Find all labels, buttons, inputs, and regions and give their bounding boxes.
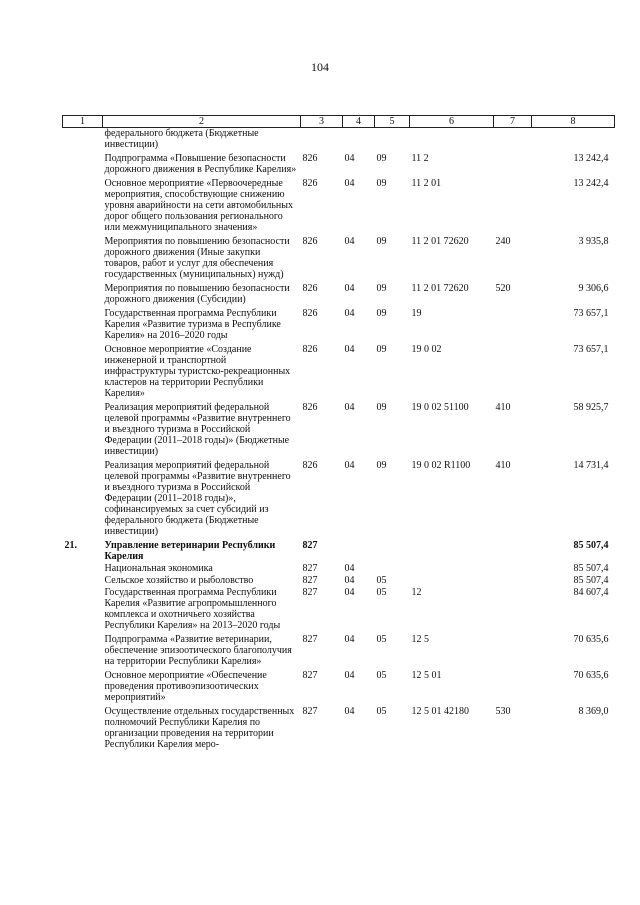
subsection-code: 09	[376, 402, 387, 413]
amount: 8 369,0	[578, 706, 609, 717]
ministry-code: 827	[302, 575, 318, 586]
table-row	[63, 703, 615, 750]
row-number	[63, 175, 103, 233]
target-article-code: 19 0 02 51100	[411, 402, 469, 413]
item-name: Государственная программа Республики Карелия «Развитие агропромышленного комплекса и охотничьего хозяйства Республики Карелия» на 2013–2020 годы	[104, 587, 281, 631]
ministry-code	[301, 128, 343, 151]
section-code: 04	[344, 178, 355, 189]
target-article-code: 12 5 01 42180	[411, 706, 469, 717]
ministry-code: 826	[302, 283, 318, 294]
amount: 85 507,4	[573, 540, 609, 551]
amount: 14 731,4	[573, 460, 609, 471]
expense-type-code	[494, 562, 532, 574]
expense-type-code: 410	[495, 460, 511, 471]
subsection-code: 09	[376, 153, 387, 164]
amount: 85 507,4	[573, 575, 609, 586]
item-name: Подпрограмма «Повышение безопасности дорожного движения в Республике Карелия»	[104, 153, 297, 175]
subsection-code: 09	[376, 178, 387, 189]
table-row	[63, 128, 615, 151]
section-code: 04	[344, 283, 355, 294]
row-number	[63, 128, 103, 151]
target-article-code: 12 5	[411, 634, 429, 645]
target-article-code: 11 2 01	[411, 178, 442, 189]
budget-table	[62, 115, 615, 750]
target-article-code: 19	[411, 308, 422, 319]
section-code: 04	[344, 402, 355, 413]
subsection-code: 05	[376, 587, 387, 598]
amount: 70 635,6	[573, 634, 609, 645]
item-name: Основное мероприятие «Создание инженерной и транспортной инфраструктуры туристско-рекреационных кластеров на территории Республики Карелия»	[104, 344, 291, 399]
subsection-code: 09	[376, 344, 387, 355]
row-number: 21.	[64, 540, 77, 551]
table-row	[63, 175, 615, 233]
subsection-code: 09	[376, 460, 387, 471]
subsection-code	[375, 537, 410, 562]
amount: 73 657,1	[573, 308, 609, 319]
target-article-code	[410, 128, 494, 151]
row-number	[63, 631, 103, 667]
subsection-code	[375, 562, 410, 574]
subsection-code: 09	[376, 236, 387, 247]
row-number	[63, 574, 103, 586]
target-article-code: 11 2	[411, 153, 429, 164]
section-code: 04	[344, 563, 355, 574]
amount: 70 635,6	[573, 670, 609, 681]
section-code: 04	[344, 236, 355, 247]
ministry-code: 827	[302, 706, 318, 717]
column-header: 8	[532, 116, 615, 128]
item-name: Сельское хозяйство и рыболовство	[104, 575, 254, 586]
target-article-code: 19 0 02 R1100	[411, 460, 471, 471]
ministry-code: 827	[302, 587, 318, 598]
table-row	[63, 574, 615, 586]
column-header: 2	[103, 116, 301, 128]
table-row	[63, 280, 615, 305]
ministry-code: 826	[302, 236, 318, 247]
subsection-code: 05	[376, 634, 387, 645]
amount: 9 306,6	[578, 283, 609, 294]
item-name: Основное мероприятие «Первоочередные мероприятия, способствующие снижению уровня аварийности на сети автомобильных дорог общего пользования регионального или межмуниципального значения»	[104, 178, 293, 233]
column-header: 5	[375, 116, 410, 128]
table-row	[63, 150, 615, 175]
section-code: 04	[344, 344, 355, 355]
ministry-code: 826	[302, 308, 318, 319]
ministry-code: 827	[302, 670, 318, 681]
section-code: 04	[344, 706, 355, 717]
table-row	[63, 537, 615, 562]
expense-type-code	[494, 341, 532, 399]
expense-type-code	[494, 667, 532, 703]
table-row	[63, 667, 615, 703]
section-code: 04	[344, 670, 355, 681]
row-number	[63, 703, 103, 750]
target-article-code: 12 5 01	[411, 670, 442, 681]
ministry-code: 827	[302, 540, 318, 551]
section-code: 04	[344, 587, 355, 598]
row-number	[63, 341, 103, 399]
target-article-code: 19 0 02	[411, 344, 442, 355]
table-row	[63, 631, 615, 667]
column-header: 3	[301, 116, 343, 128]
expense-type-code	[494, 586, 532, 631]
target-article-code: 12	[411, 587, 422, 598]
subsection-code: 05	[376, 670, 387, 681]
row-number	[63, 150, 103, 175]
row-number	[63, 586, 103, 631]
table-row	[63, 562, 615, 574]
ministry-code: 827	[302, 563, 318, 574]
amount: 73 657,1	[573, 344, 609, 355]
expense-type-code	[494, 150, 532, 175]
section-code: 04	[344, 153, 355, 164]
item-name: Реализация мероприятий федеральной целевой программы «Развитие внутреннего и въездного туризма в Российской Федерации (2011–2018 годы)», софинансируемых за счет субсидий из федерального бюджета (Бюджетные инвестиции)	[104, 460, 291, 537]
row-number	[63, 280, 103, 305]
amount: 84 607,4	[573, 587, 609, 598]
column-number-header-row	[63, 116, 615, 128]
table-row	[63, 457, 615, 537]
row-number	[63, 562, 103, 574]
section-code: 04	[344, 308, 355, 319]
item-name: Государственная программа Республики Карелия «Развитие туризма в Республике Карелия» на 2016–2020 годы	[104, 308, 281, 341]
ministry-code: 826	[302, 402, 318, 413]
ministry-code: 826	[302, 178, 318, 189]
expense-type-code: 240	[495, 236, 511, 247]
expense-type-code	[494, 128, 532, 151]
page-number: 104	[311, 60, 329, 74]
item-name: Реализация мероприятий федеральной целевой программы «Развитие внутреннего и въездного туризма в Российской Федерации (2011–2018 годы)» (Бюджетные инвестиции)	[104, 402, 291, 457]
section-code: 04	[344, 460, 355, 471]
subsection-code: 09	[376, 308, 387, 319]
table-row	[63, 233, 615, 280]
column-header: 6	[410, 116, 494, 128]
target-article-code	[410, 562, 494, 574]
ministry-code: 826	[302, 460, 318, 471]
expense-type-code: 410	[495, 402, 511, 413]
amount: 13 242,4	[573, 153, 609, 164]
column-header: 7	[494, 116, 532, 128]
table-row	[63, 399, 615, 457]
row-number	[63, 305, 103, 341]
item-name: Основное мероприятие «Обеспечение проведения противоэпизоотических мероприятий»	[104, 670, 267, 703]
amount: 3 935,8	[578, 236, 609, 247]
item-name: Управление ветеринарии Республики Карелия	[104, 540, 276, 562]
amount: 13 242,4	[573, 178, 609, 189]
expense-type-code	[494, 537, 532, 562]
column-header: 4	[343, 116, 375, 128]
expense-type-code: 520	[495, 283, 511, 294]
expense-type-code	[494, 305, 532, 341]
subsection-code: 09	[376, 283, 387, 294]
amount: 85 507,4	[573, 563, 609, 574]
section-code	[343, 128, 375, 151]
column-header: 1	[63, 116, 103, 128]
expense-type-code	[494, 175, 532, 233]
expense-type-code: 530	[495, 706, 511, 717]
subsection-code: 05	[376, 575, 387, 586]
subsection-code	[375, 128, 410, 151]
ministry-code: 826	[302, 153, 318, 164]
table-row	[63, 341, 615, 399]
row-number	[63, 399, 103, 457]
item-name: Подпрограмма «Развитие ветеринарии, обеспечение эпизоотического благополучия на территории Республики Карелия»	[104, 634, 292, 667]
amount	[532, 128, 615, 151]
item-name: федерального бюджета (Бюджетные инвестиции)	[104, 128, 259, 150]
ministry-code: 827	[302, 634, 318, 645]
item-name: Национальная экономика	[104, 563, 213, 574]
expense-type-code	[494, 631, 532, 667]
target-article-code	[410, 574, 494, 586]
item-name: Мероприятия по повышению безопасности дорожного движения (Иные закупки товаров, работ и услуг для обеспечения государственных (муниципальных) нужд)	[104, 236, 290, 280]
section-code: 04	[344, 634, 355, 645]
target-article-code: 11 2 01 72620	[411, 283, 469, 294]
row-number	[63, 667, 103, 703]
section-code: 04	[344, 575, 355, 586]
row-number	[63, 233, 103, 280]
expense-type-code	[494, 574, 532, 586]
target-article-code	[410, 537, 494, 562]
item-name: Мероприятия по повышению безопасности дорожного движения (Субсидии)	[104, 283, 290, 305]
row-number	[63, 457, 103, 537]
table-row	[63, 305, 615, 341]
section-code	[343, 537, 375, 562]
amount: 58 925,7	[573, 402, 609, 413]
subsection-code: 05	[376, 706, 387, 717]
item-name: Осуществление отдельных государственных полномочий Республики Карелия по организации проведения на территории Республики Карелия меро-	[104, 706, 295, 750]
ministry-code: 826	[302, 344, 318, 355]
table-row	[63, 586, 615, 631]
target-article-code: 11 2 01 72620	[411, 236, 469, 247]
